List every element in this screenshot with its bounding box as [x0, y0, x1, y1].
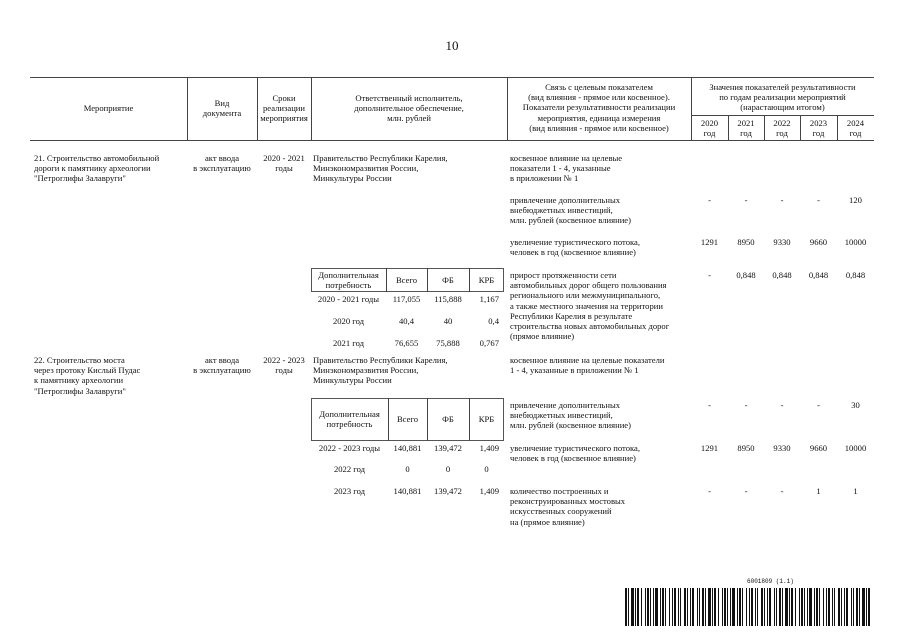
funding-header-total: Всего: [396, 414, 419, 424]
funding-krb: 1,167: [479, 294, 499, 304]
funding-header-total: Всего: [395, 275, 418, 285]
funding-period: 2023 год: [333, 486, 366, 496]
funding-header-krb: КРБ: [478, 414, 495, 424]
funding-total: 0: [405, 464, 410, 474]
indicator-text: косвенное влияние на целевые показатели 1 - 4, указанные в приложении № 1: [510, 355, 665, 376]
indicator-value: 1: [816, 486, 821, 496]
funding-header-need: Дополнительная потребность: [318, 270, 379, 291]
funding-fb: 0: [445, 464, 451, 474]
funding-fb: 139,472: [434, 443, 462, 453]
responsible-executor: Правительство Республики Карелия, Минэкономразвития России, Минкультуры России: [313, 355, 448, 386]
funding-krb: 1,409: [479, 443, 499, 453]
header-year-2020: 2020 год: [700, 118, 719, 139]
indicator-value: -: [708, 195, 711, 205]
indicator-text: привлечение дополнительных внебюджетных инвестиций, млн. рублей (косвенное влияние): [510, 195, 631, 226]
barcode-caption: 6001809 (1.1): [747, 578, 794, 585]
indicator-value: -: [744, 400, 748, 410]
funding-header-krb: КРБ: [478, 275, 495, 285]
indicator-text: увеличение туристического потока, человек в год (косвенное влияние): [510, 443, 640, 464]
funding-header-fb: ФБ: [442, 414, 454, 424]
funding-fb: 40: [443, 316, 453, 326]
indicator-value: -: [780, 400, 784, 410]
indicator-value: -: [780, 486, 784, 496]
header-doc: Вид документа: [202, 98, 242, 119]
indicator-value: 10000: [844, 443, 867, 453]
funding-total: 76,655: [394, 338, 419, 348]
indicator-value: 1291: [700, 443, 719, 453]
funding-total: 40,4: [398, 316, 415, 326]
indicator-value: 8950: [737, 443, 755, 453]
header-year-2023: 2023 год: [809, 118, 828, 139]
funding-period: 2020 - 2021 годы: [317, 294, 380, 304]
indicator-value: 9660: [809, 443, 828, 453]
header-year-2024: 2024 год: [846, 118, 865, 139]
funding-total: 117,055: [392, 294, 421, 304]
header-year-2021: 2021 год: [737, 118, 755, 139]
funding-period: 2020 год: [332, 316, 365, 326]
funding-period: 2022 - 2023 годы: [318, 443, 381, 453]
funding-fb: 75,888: [436, 338, 460, 348]
funding-total: 140,881: [393, 443, 422, 453]
indicator-text: привлечение дополнительных внебюджетных инвестиций, млн. рублей (косвенное влияние): [510, 400, 631, 431]
header-link: Связь с целевым показателем (вид влияния - прямое или косвенное). Показатели результативности реализации мероприятия, единица измерения (вид влияния - прямое или косвенное): [522, 82, 676, 133]
indicator-value: 0,848: [808, 270, 829, 280]
header-exec: Ответственный исполнитель, дополнительное обеспечение, млн. рублей: [354, 93, 464, 124]
indicator-value: 8950: [737, 237, 755, 247]
indicator-value: 0,848: [772, 270, 792, 280]
funding-fb: 115,888: [434, 294, 462, 304]
funding-header-need: Дополнительная потребность: [319, 409, 380, 430]
indicator-value: -: [744, 486, 748, 496]
event-name: 22. Строительство моста через протоку Кислый Пудас к памятнику археологии "Петроглифы Залавруги": [34, 355, 141, 396]
funding-total: 140,881: [393, 486, 422, 496]
indicator-value: 9660: [809, 237, 828, 247]
indicator-value: 0,848: [845, 270, 866, 280]
indicator-value: -: [744, 195, 748, 205]
implementation-terms: 2022 - 2023 годы: [263, 355, 305, 376]
indicator-value: 10000: [844, 237, 867, 247]
indicator-value: 30: [851, 400, 860, 410]
document-type: акт ввода в эксплуатацию: [193, 153, 251, 174]
indicator-value: 9330: [773, 443, 791, 453]
implementation-terms: 2020 - 2021 годы: [263, 153, 305, 174]
indicator-value: 1291: [700, 237, 719, 247]
funding-header-fb: ФБ: [442, 275, 454, 285]
indicator-value: -: [780, 195, 784, 205]
funding-krb: 1,409: [479, 486, 499, 496]
indicator-value: -: [817, 400, 820, 410]
funding-fb: 139,472: [434, 486, 462, 496]
indicator-value: -: [708, 486, 711, 496]
funding-period: 2022 год: [333, 464, 366, 474]
funding-period: 2021 год: [332, 338, 365, 348]
indicator-value: -: [708, 270, 711, 280]
header-terms: Сроки реализации мероприятия: [260, 93, 308, 124]
indicator-text: косвенное влияние на целевые показатели 1 - 4, указанные в приложении № 1: [510, 153, 623, 184]
header-values: Значения показателей результативности по годам реализации мероприятий (нарастающим итогом): [709, 82, 856, 113]
indicator-text: количество построенных и реконструированных мостовых искусственных сооружений на (прямое влияние): [510, 486, 626, 527]
header-event: Мероприятие: [83, 103, 134, 113]
indicator-value: -: [817, 195, 820, 205]
indicator-value: 0,848: [736, 270, 756, 280]
barcode-image: [625, 588, 871, 626]
funding-krb: 0,767: [479, 338, 499, 348]
responsible-executor: Правительство Республики Карелия, Минэкономразвития России, Минкультуры России: [313, 153, 448, 184]
indicator-value: 1: [853, 486, 858, 496]
indicator-value: 9330: [773, 237, 791, 247]
funding-krb: 0: [484, 464, 489, 474]
indicator-value: 120: [849, 195, 862, 205]
header-year-2022: 2022 год: [773, 118, 791, 139]
funding-krb: 0,4: [488, 316, 499, 326]
event-name: 21. Строительство автомобильной дороги к памятнику археологии "Петроглифы Залавруги": [34, 153, 160, 184]
page-number: 10: [445, 38, 459, 53]
document-type: акт ввода в эксплуатацию: [193, 355, 251, 376]
indicator-text: прирост протяженности сети автомобильных дорог общего пользования регионального или межмуниципального, а также местного значения на территории Республики Карелия в результате строительства новых автомобильных дорог (прямое влияние): [510, 270, 670, 342]
indicator-text: увеличение туристического потока, человек в год (косвенное влияние): [510, 237, 640, 258]
indicator-value: -: [708, 400, 711, 410]
